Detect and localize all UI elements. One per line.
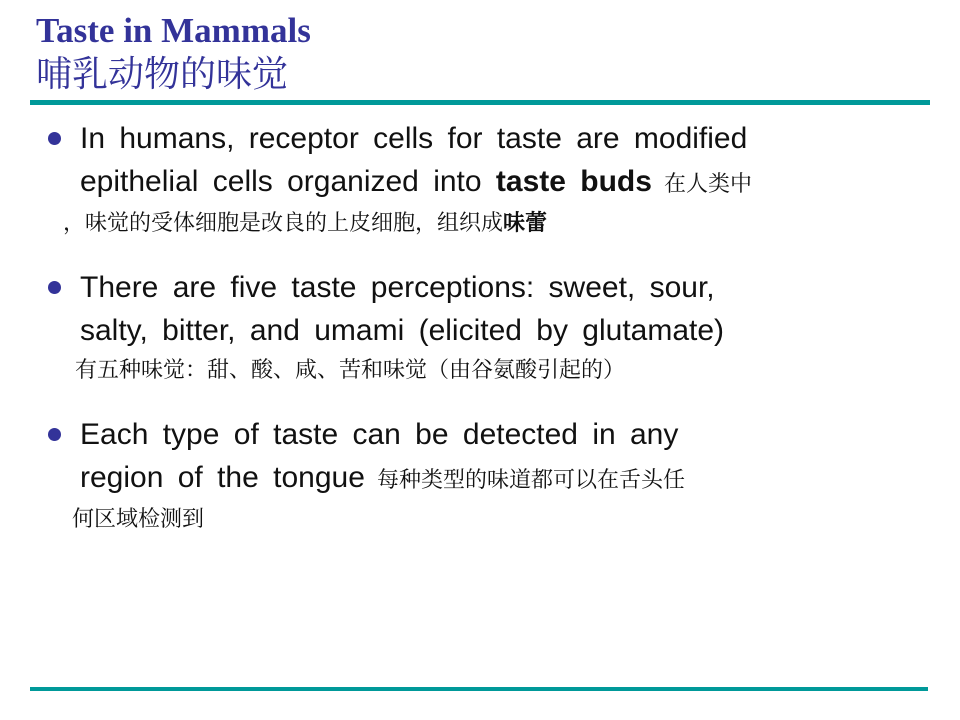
text-segment-chinese: 有五种味觉：甜、酸、咸、苦和味觉（由谷氨酸引起的） [75, 357, 626, 382]
text-segment-chinese-bold: 味蕾 [503, 210, 548, 235]
text-segment: In humans, receptor cells for taste are modified [80, 122, 748, 155]
text-line [80, 309, 880, 352]
text-line [80, 456, 880, 501]
text-segment: There are five taste perceptions: sweet, sour, [80, 271, 715, 304]
text-segment-bold: taste buds [495, 165, 652, 198]
text-line-chinese [75, 352, 880, 388]
text-segment: Each type of taste can be detected in any [80, 418, 679, 451]
text-line [80, 266, 880, 309]
text-line-chinese [72, 501, 880, 537]
bullet-item-2 [44, 266, 880, 388]
text-line [80, 160, 880, 205]
text-segment: epithelial cells organized into [80, 165, 496, 198]
bullet-list [44, 117, 880, 562]
bullet-item-1 [44, 117, 880, 241]
slide-title-chinese: 哺乳动物的味觉 [36, 54, 289, 94]
slide-title-english: Taste in Mammals [36, 11, 311, 50]
text-segment-chinese: 每种类型的味道都可以在舌头任 [364, 467, 686, 492]
bullet-icon [48, 428, 61, 441]
text-segment: region of the tongue [80, 461, 365, 494]
bullet-item-3 [44, 413, 880, 537]
bullet-icon [48, 281, 61, 294]
text-segment-chinese: 在人类中 [651, 171, 753, 196]
text-segment: salty, bitter, and umami (elicited by glutamate) [80, 314, 725, 347]
text-line-chinese [63, 205, 880, 241]
header-rule [30, 100, 930, 105]
text-line [80, 413, 880, 456]
slide-header [36, 10, 926, 96]
text-line [80, 117, 880, 160]
footer-rule [30, 687, 928, 691]
bullet-icon [48, 132, 61, 145]
text-segment-chinese: 何区域检测到 [72, 506, 205, 531]
text-segment-chinese: ，味觉的受体细胞是改良的上皮细胞，组织成 [63, 210, 504, 235]
